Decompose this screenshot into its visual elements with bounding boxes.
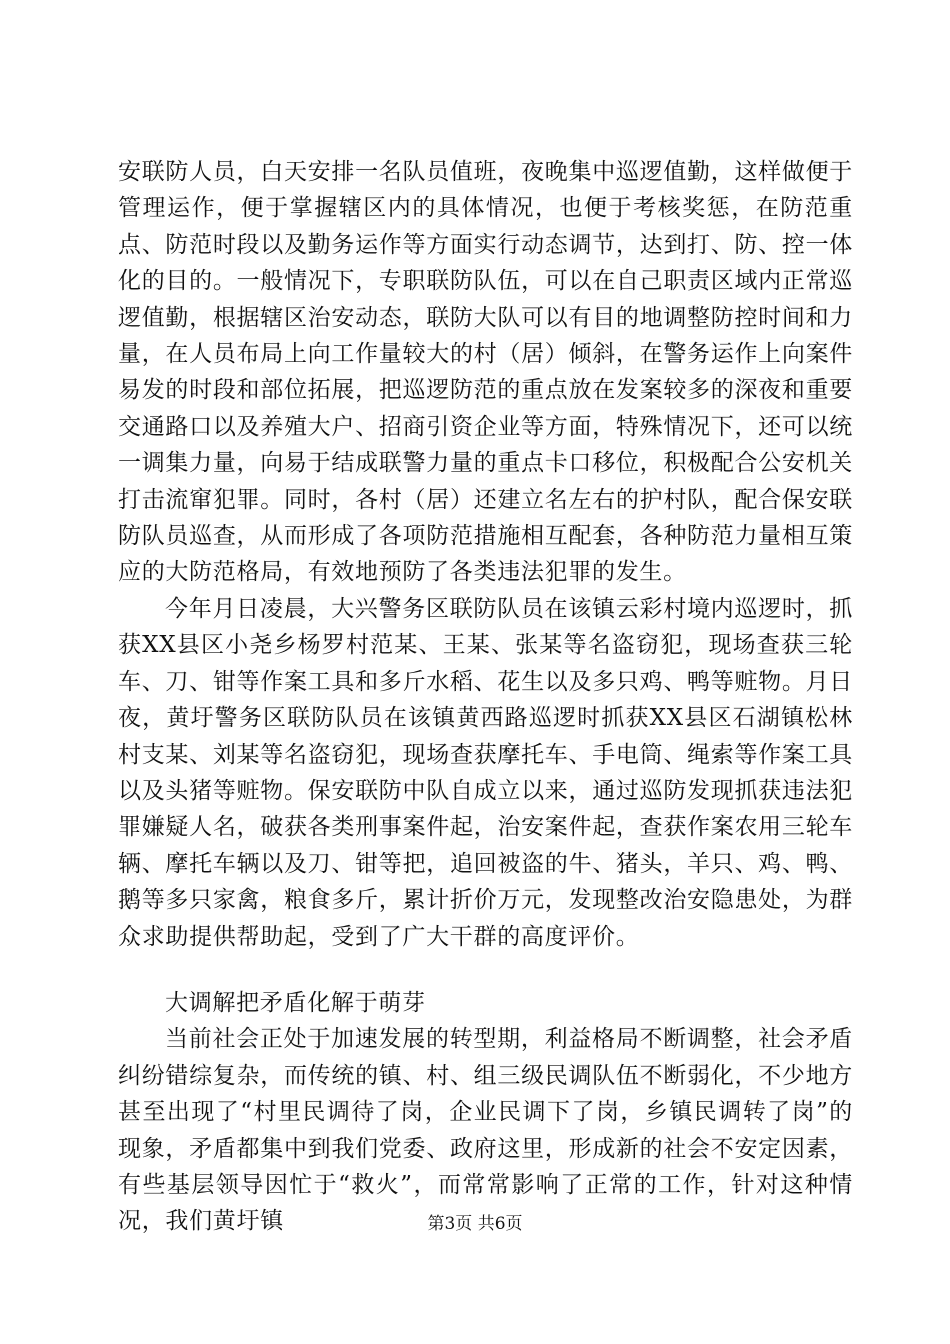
body-paragraph: 今年月日凌晨，大兴警务区联防队员在该镇云彩村境内巡逻时，抓获XX县区小尧乡杨罗村范某、王某、张某等名盗窃犯，现场查获三轮车、刀、钳等作案工具和多斤水稻、花生以及多只鸡、鸭等赃物。月日夜，黄圩警务区联防队员在该镇黄西路巡逻时抓获XX县区石湖镇松林村支某、刘某等名盗窃犯，现场查获摩托车、手电筒、绳索等作案工具以及头猪等赃物。保安联防中队自成立以来，通过巡防发现抓获违法犯罪嫌疑人名，破获各类刑事案件起，治安案件起，查获作案农用三轮车辆、摩托车辆以及刀、钳等把，追回被盗的牛、猪头，羊只、鸡、鸭、鹅等多只家禽，粮食多斤，累计折价万元，发现整改治安隐患处，为群众求助提供帮助起，受到了广大干群的高度评价。 [118,595,853,950]
page-footer [0,1213,950,1235]
document-body [118,154,853,1240]
section-heading: 大调解把矛盾化解于萌芽 [165,989,426,1016]
body-paragraph: 当前社会正处于加速发展的转型期，利益格局不断调整，社会矛盾纠纷错综复杂，而传统的镇、村、组三级民调队伍不断弱化，不少地方甚至出现了“村里民调待了岗，企业民调下了岗，乡镇民调转了岗”的现象，矛盾都集中到我们党委、政府这里，形成新的社会不安定因素，有些基层领导因忙于“救火”，而常常影响了正常的工作，针对这种情况，我们黄圩镇 [118,1026,853,1235]
body-paragraph: 安联防人员，白天安排一名队员值班，夜晚集中巡逻值勤，这样做便于管理运作，便于掌握辖区内的具体情况，也便于考核奖惩，在防范重点、防范时段以及勤务运作等方面实行动态调节，达到打、防、控一体化的目的。一般情况下，专职联防队伍，可以在自己职责区域内正常巡逻值勤，根据辖区治安动态，联防大队可以有目的地调整防控时间和力量，在人员布局上向工作量较大的村（居）倾斜，在警务运作上向案件易发的时段和部位拓展，把巡逻防范的重点放在发案较多的深夜和重要交通路口以及养殖大户、招商引资企业等方面，特殊情况下，还可以统一调集力量，向易于结成联警力量的重点卡口移位，积极配合公安机关打击流窜犯罪。同时，各村（居）还建立名左右的护村队，配合保安联防队员巡查，从而形成了各项防范措施相互配套，各种防范力量相互策应的大防范格局，有效地预防了各类违法犯罪的发生。 [118,159,853,586]
page-number-label: 第3页 共6页 [427,1214,523,1234]
